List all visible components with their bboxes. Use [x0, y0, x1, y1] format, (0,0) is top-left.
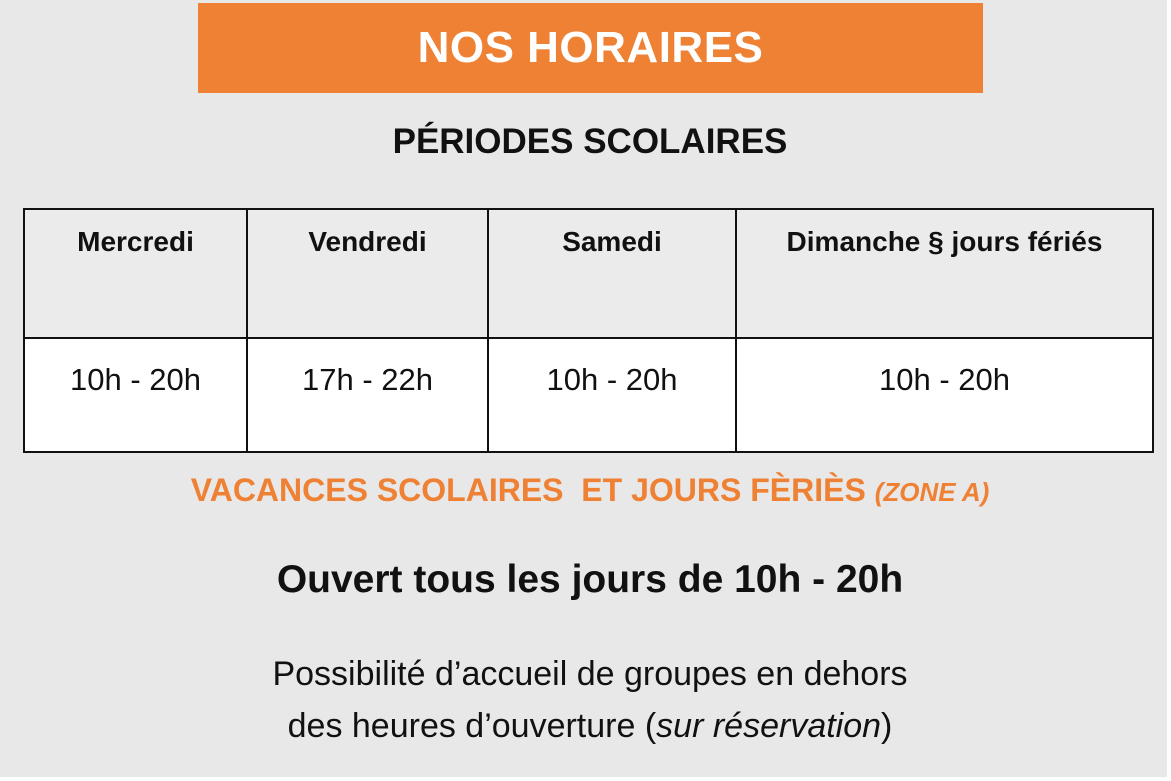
table-header-row — [24, 209, 1153, 338]
group-booking-line-2 — [0, 700, 1171, 752]
schedule-table — [23, 208, 1154, 453]
school-periods-heading: PÉRIODES SCOLAIRES — [392, 122, 788, 161]
group-booking-note — [0, 648, 1171, 752]
day-header-wednesday: Mercredi — [24, 209, 247, 338]
open-hours-statement: Ouvert tous les jours de 10h - 20h — [276, 558, 904, 601]
day-header-saturday: Samedi — [488, 209, 736, 338]
group-booking-line-1: Possibilité d’accueil de groupes en dehors — [272, 655, 908, 693]
hours-friday: 17h - 22h — [247, 338, 488, 452]
day-header-friday: Vendredi — [247, 209, 488, 338]
reservation-note: sur réservation — [656, 707, 882, 745]
group-booking-line-2-prefix: des heures d’ouverture ( — [287, 707, 657, 745]
day-header-sunday-holidays: Dimanche § jours fériés — [736, 209, 1153, 338]
holidays-heading — [0, 472, 1171, 509]
holidays-zone: (ZONE A) — [874, 477, 990, 507]
hours-saturday: 10h - 20h — [488, 338, 736, 452]
holidays-heading-text: VACANCES SCOLAIRES ET JOURS FÈRIÈS — [190, 472, 875, 508]
page-title: NOS HORAIRES — [417, 23, 764, 72]
group-booking-line-2-suffix: ) — [881, 707, 893, 745]
hours-sunday-holidays: 10h - 20h — [736, 338, 1153, 452]
title-banner — [198, 3, 983, 93]
hours-wednesday: 10h - 20h — [24, 338, 247, 452]
table-row — [24, 338, 1153, 452]
